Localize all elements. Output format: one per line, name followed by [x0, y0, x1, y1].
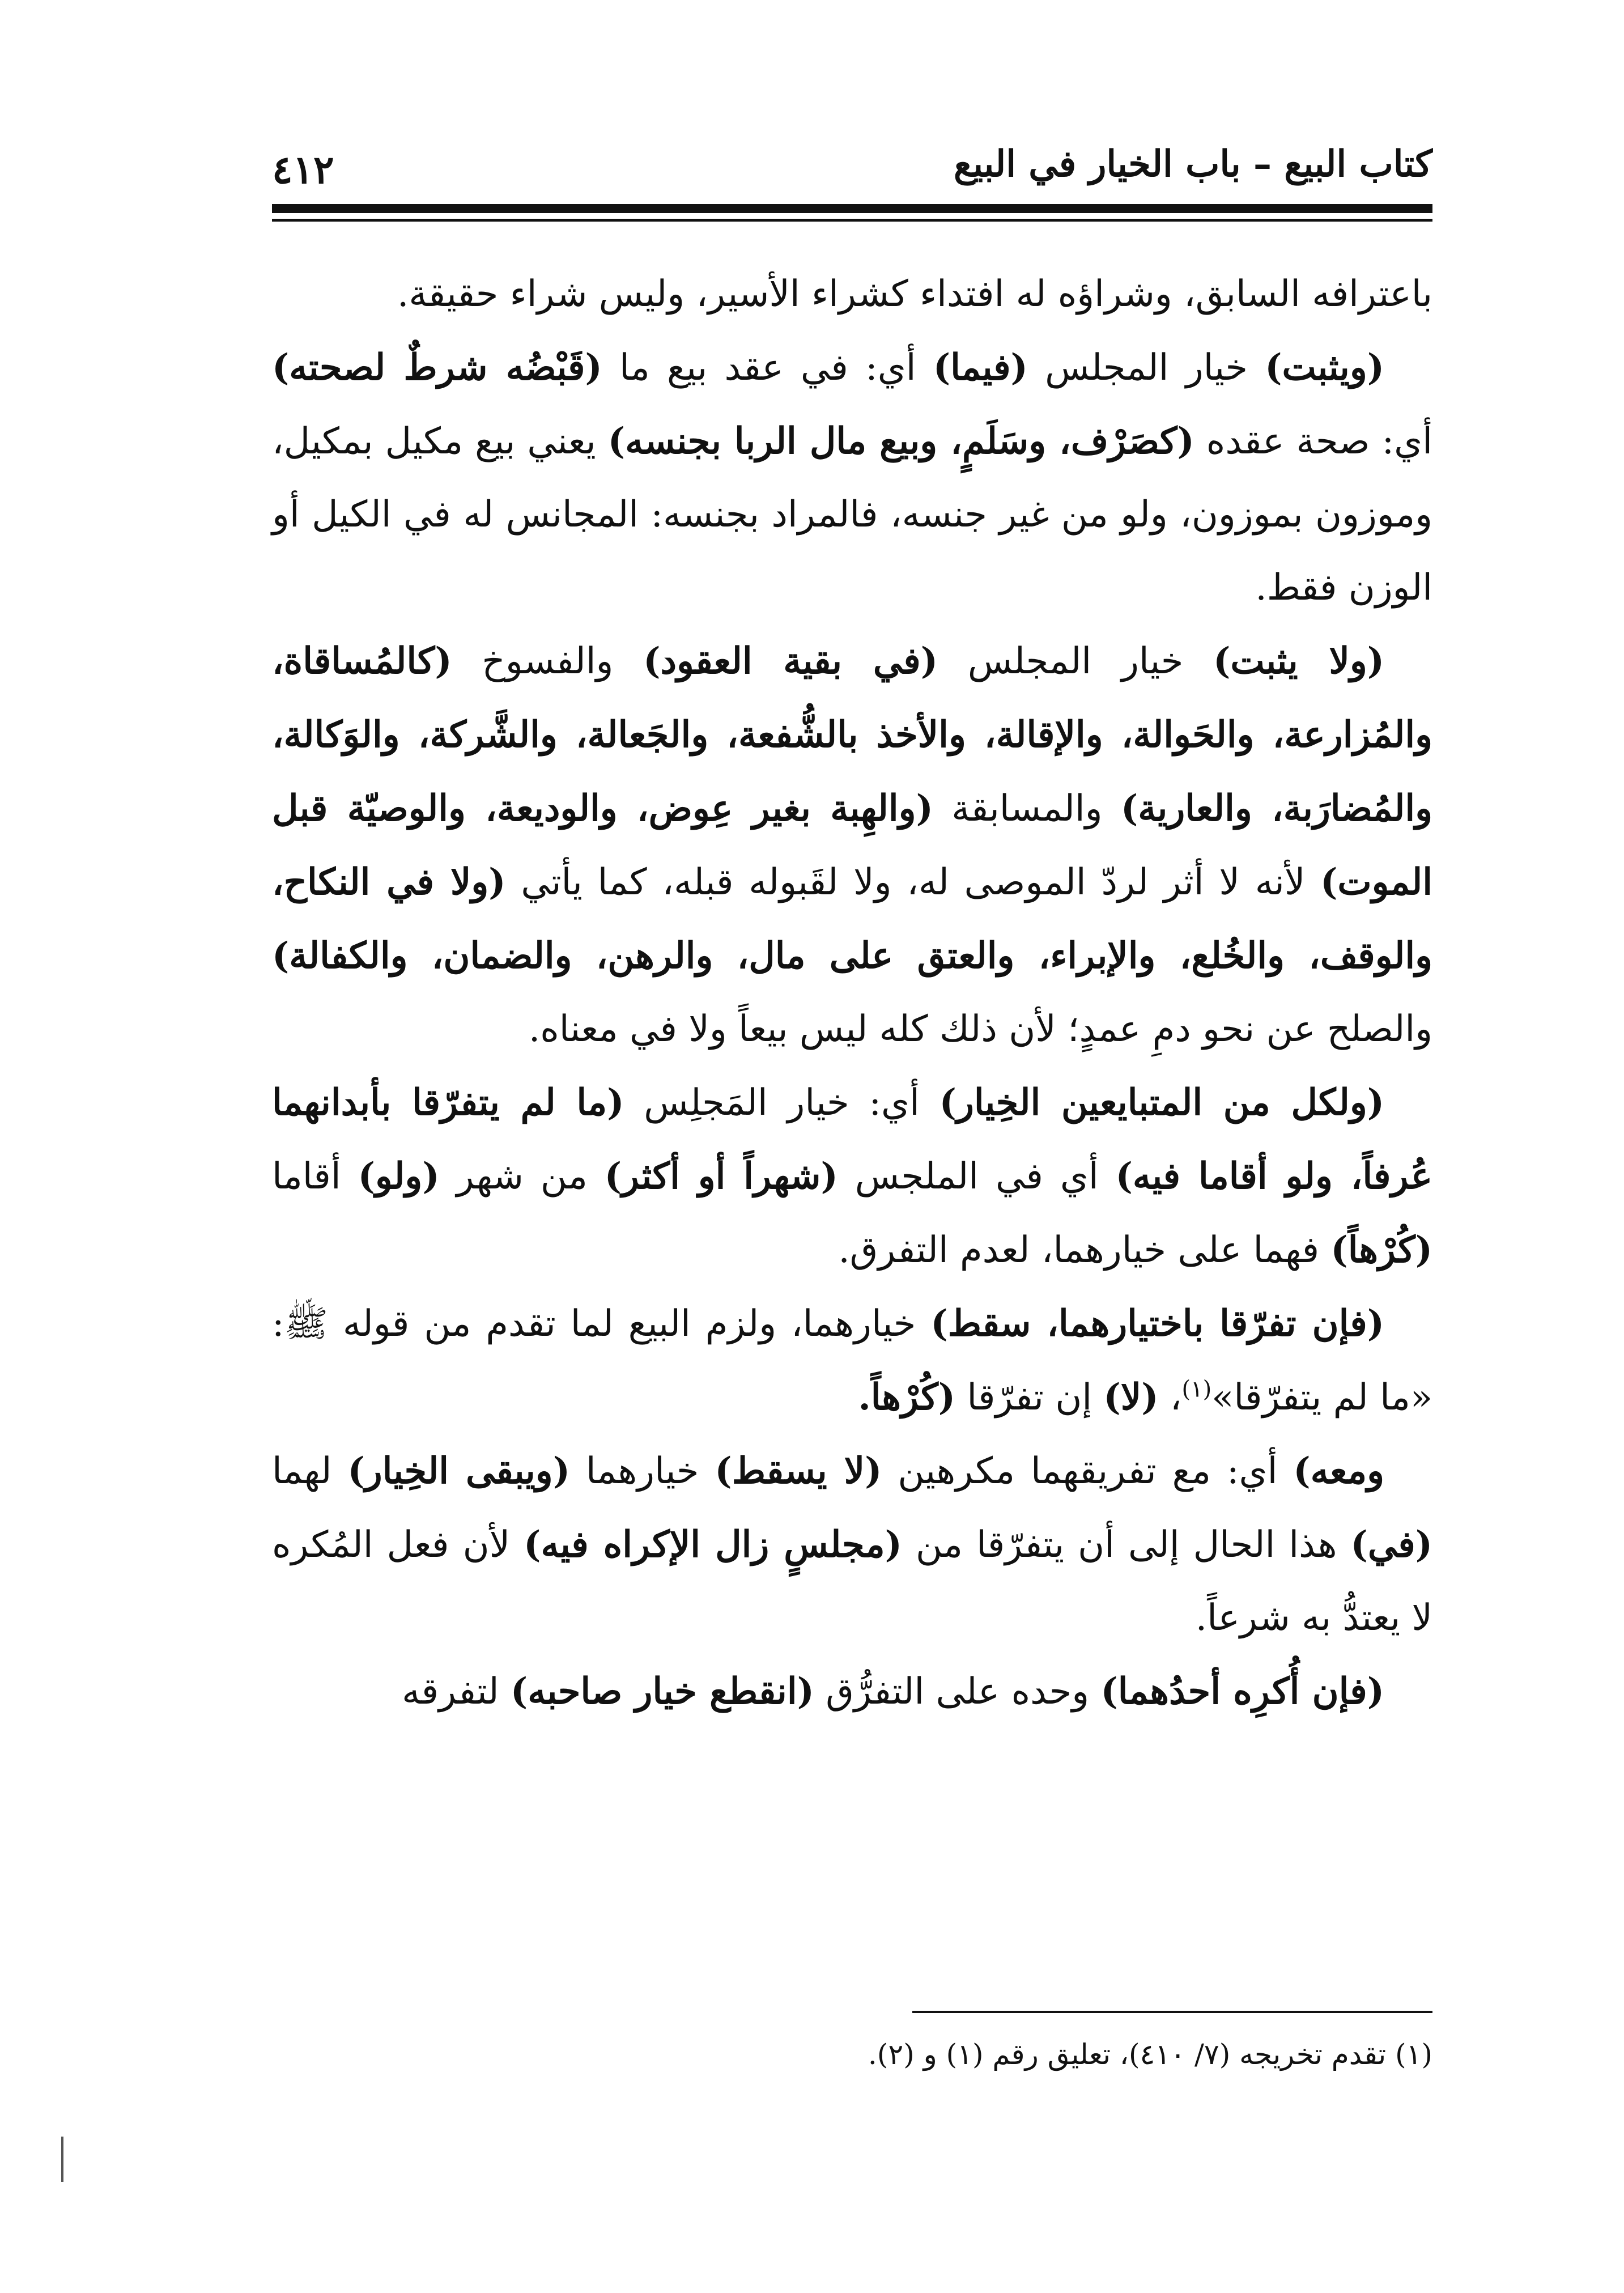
paragraph [272, 1287, 1432, 1434]
matn-text: (قَبْضُه شرطٌ لصحته) [272, 346, 602, 389]
commentary-text: أي: في عقد بيع ما [602, 347, 933, 389]
commentary-text: لأنه لا أثر لردّ الموصى له، ولا لقَبوله قبله، كما يأتي [505, 861, 1321, 903]
commentary-text: أقاما [272, 1156, 358, 1198]
header-rule-thin [272, 219, 1432, 222]
commentary-text: من شهر [439, 1156, 605, 1198]
paragraph [272, 1655, 1432, 1729]
commentary-text: خيارهما [569, 1450, 715, 1492]
matn-text: (ولا في النكاح، والوقف، والخُلع، والإبراء، والعتق على مال، والرهن، والضمان، والكفالة) [272, 861, 1432, 977]
matn-text: (شهراً أو أكثر) [604, 1155, 838, 1198]
commentary-text: هذا الحال إلى أن يتفرّقا من [902, 1524, 1351, 1566]
commentary-text: خيار المجلس [1027, 347, 1265, 389]
header-rule-thick [272, 204, 1432, 213]
matn-text: (في) [1350, 1523, 1433, 1566]
matn-text: (فيما) [933, 346, 1028, 389]
commentary-text: إن تفرّقا [955, 1377, 1104, 1419]
paragraph [272, 625, 1432, 1066]
commentary-text: لهما [272, 1450, 348, 1492]
commentary-text: ، [1158, 1377, 1182, 1419]
commentary-text: خيار المجلس [938, 640, 1214, 682]
matn-text: (لا يسقط) [715, 1450, 882, 1492]
paragraph [272, 1066, 1432, 1287]
matn-text: (كالمُساقاة، والمُزارعة، والحَوالة، والإقالة، والأخذ بالشُّفعة، والجَعالة، والشَّركة، والوَكالة، والمُضارَبة، والعارية) [272, 640, 1433, 830]
page-number: ٤١٢ [272, 147, 334, 193]
page-header [272, 136, 1432, 232]
paragraph [272, 331, 1432, 625]
matn-text: (والهِبة بغير عِوض، والوديعة، والوصيّة قبل الموت) [272, 787, 1433, 903]
matn-text: (لا) [1103, 1376, 1159, 1419]
margin-mark [61, 2137, 63, 2182]
matn-text: ومعه) [1293, 1450, 1384, 1492]
commentary-text: لأن فعل المُكره لا يعتدُّ به شرعاً. [272, 1524, 1432, 1639]
commentary-text: لتفرقه [402, 1671, 511, 1713]
commentary-text: وحده على التفرُّق [814, 1671, 1101, 1713]
commentary-text: والمسابقة [933, 788, 1121, 830]
commentary-text: والصلح عن نحو دمِ عمدٍ؛ لأن ذلك كله ليس بيعاً ولا في معناه. [528, 1008, 1432, 1050]
matn-text: (انقطع خيار صاحبه) [510, 1670, 814, 1713]
matn-text: (فإن تفرّقا باختيارهما، سقط) [930, 1302, 1385, 1345]
matn-text: (في بقية العقود) [643, 640, 938, 682]
commentary-text: أي: مع تفريقهما مكرهين [882, 1450, 1294, 1492]
matn-text: (ولكل من المتبايعين الخِيار) [939, 1081, 1385, 1124]
matn-text: (فإن أُكرِه أحدُهما) [1100, 1670, 1384, 1713]
main-text [272, 258, 1432, 1729]
footnote-reference: (١) [1181, 1376, 1212, 1403]
commentary-text: يعني بيع مكيل بمكيل، وموزون بموزون، ولو من غير جنسه، فالمراد بجنسه: المجانس له في الكيل أو الوزن فقط. [272, 421, 1432, 609]
running-title: كتاب البيع – باب الخيار في البيع [954, 143, 1432, 185]
matn-text: (ويبقى الخِيار) [347, 1450, 570, 1492]
commentary-text: والفسوخ [452, 640, 644, 682]
matn-text: (ولو) [358, 1155, 440, 1198]
paragraph [272, 1434, 1432, 1655]
matn-text: (ويثبت) [1265, 346, 1385, 389]
paragraph [272, 258, 1432, 331]
matn-text: (مجلسٍ زال الإكراه فيه) [524, 1523, 902, 1566]
footnote: (١) تقدم تخريجه (٧/ ٤١٠)، تعليق رقم (١) و (٢). [868, 2038, 1432, 2071]
commentary-text: فهما على خيارهما، لعدم التفرق. [838, 1229, 1331, 1271]
matn-text: (ولا يثبت) [1213, 640, 1385, 682]
matn-text: (كُرْهاً. [858, 1376, 956, 1419]
commentary-text: أي في الملجس [837, 1156, 1116, 1198]
commentary-text: أي: صحة عقده [1194, 421, 1432, 462]
matn-text: (كُرْهاً) [1330, 1229, 1432, 1271]
commentary-text: باعترافه السابق، وشراؤه له افتداء كشراء الأسير، وليس شراء حقيقة. [397, 273, 1432, 315]
commentary-text: أي: خيار المَجلِس [624, 1082, 939, 1124]
matn-text: (ما لم يتفرّقا بأبدانهما عُرفاً، ولو أقاما فيه) [272, 1081, 1432, 1198]
footnote-separator [912, 2011, 1432, 2013]
commentary-text: خيارهما، ولزم البيع لما تقدم من قوله ﷺ: «ما لم يتفرّقا» [272, 1303, 1432, 1419]
matn-text: (كصَرْف، وسَلَمٍ، وبيع مال الربا بجنسه) [607, 420, 1194, 462]
